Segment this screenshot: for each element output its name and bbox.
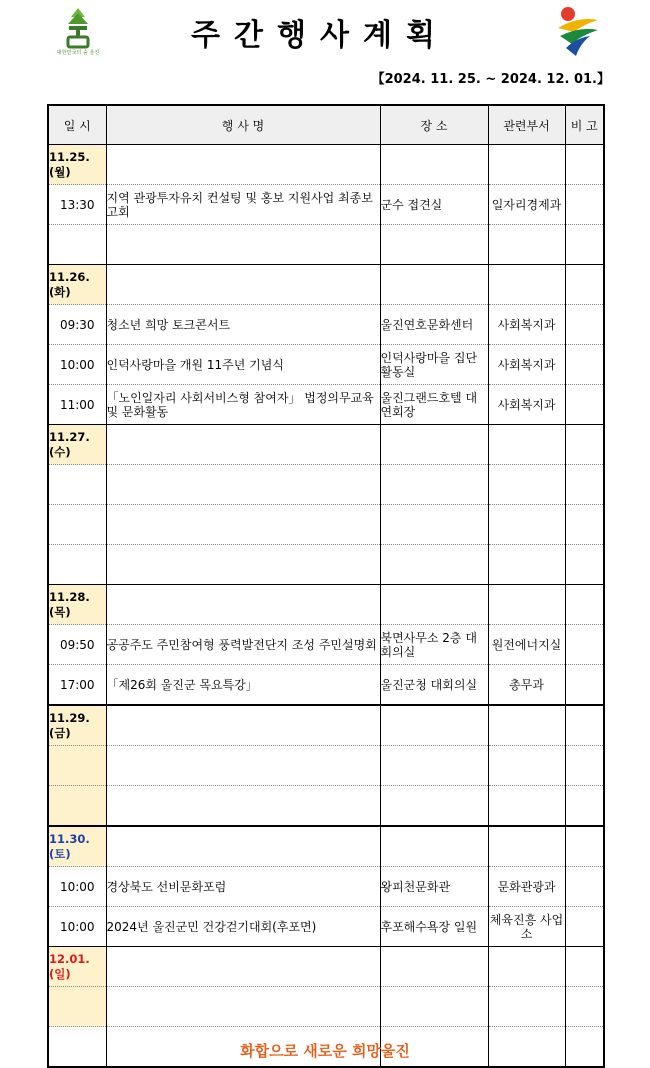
date-row (48, 705, 604, 746)
event-place: 울진그랜드호텔 대연회장 (380, 385, 488, 425)
page-header (0, 0, 650, 100)
event-name: 「노인일자리 사회서비스형 참여자」 법정의무교육 및 문화활동 (106, 385, 380, 425)
event-time: 11:00 (48, 385, 106, 425)
event-place (380, 786, 488, 827)
event-name (106, 786, 380, 827)
event-dept (488, 505, 565, 545)
event-dept: 체육진흥 사업소 (488, 907, 565, 947)
event-note (565, 867, 604, 907)
event-name (106, 465, 380, 505)
event-dept (488, 987, 565, 1027)
date-row (48, 265, 604, 305)
table-row (48, 185, 604, 225)
event-time (48, 225, 106, 265)
weekly-schedule-table (47, 104, 605, 1068)
table-header-row (48, 105, 604, 145)
table-row (48, 665, 604, 706)
event-dept: 원전에너지실 (488, 625, 565, 665)
event-time (48, 746, 106, 786)
event-dept: 사회복지과 (488, 385, 565, 425)
event-time (48, 505, 106, 545)
event-time (48, 465, 106, 505)
date-row (48, 145, 604, 185)
event-time: 09:30 (48, 305, 106, 345)
event-place (380, 987, 488, 1027)
event-note (565, 225, 604, 265)
event-place: 인덕사랑마을 집단활동실 (380, 345, 488, 385)
event-name: 공공주도 주민참여형 풍력발전단지 조성 주민설명회 (106, 625, 380, 665)
event-time: 17:00 (48, 665, 106, 706)
event-place: 후포해수욕장 일원 (380, 907, 488, 947)
event-name (106, 746, 380, 786)
event-note (565, 185, 604, 225)
event-dept: 일자리경제과 (488, 185, 565, 225)
date-label: 11.29.(금) (48, 705, 106, 746)
footer-slogan: 화합으로 새로운 희망울진 (240, 1042, 410, 1060)
date-label: 12.01.(일) (48, 947, 106, 987)
event-note (565, 625, 604, 665)
event-name: 청소년 희망 토크콘서트 (106, 305, 380, 345)
table-row (48, 505, 604, 545)
column-header-note: 비 고 (565, 105, 604, 145)
uljin-forest-logo-icon (50, 6, 106, 58)
event-time: 10:00 (48, 867, 106, 907)
event-time (48, 786, 106, 827)
table-row (48, 385, 604, 425)
table-row (48, 746, 604, 786)
event-note (565, 385, 604, 425)
event-time: 13:30 (48, 185, 106, 225)
event-dept: 사회복지과 (488, 305, 565, 345)
table-row (48, 465, 604, 505)
date-label: 11.26.(화) (48, 265, 106, 305)
event-place: 왕피천문화관 (380, 867, 488, 907)
event-note (565, 505, 604, 545)
event-time: 09:50 (48, 625, 106, 665)
table-row (48, 225, 604, 265)
event-dept (488, 786, 565, 827)
column-header-event: 행 사 명 (106, 105, 380, 145)
date-label: 11.30.(토) (48, 826, 106, 867)
event-name: 인덕사랑마을 개원 11주년 기념식 (106, 345, 380, 385)
column-header-dept: 관련부서 (488, 105, 565, 145)
event-place (380, 225, 488, 265)
event-note (565, 907, 604, 947)
table-row (48, 786, 604, 827)
event-place: 울진연호문화센터 (380, 305, 488, 345)
event-time (48, 987, 106, 1027)
event-name: 2024년 울진군민 건강걷기대회(후포면) (106, 907, 380, 947)
date-label: 11.28.(목) (48, 585, 106, 625)
date-row (48, 826, 604, 867)
event-note (565, 545, 604, 585)
event-note (565, 665, 604, 706)
event-note (565, 987, 604, 1027)
event-dept (488, 465, 565, 505)
event-place (380, 465, 488, 505)
table-row (48, 305, 604, 345)
date-row (48, 425, 604, 465)
date-row (48, 585, 604, 625)
event-name (106, 545, 380, 585)
table-row (48, 345, 604, 385)
date-row (48, 947, 604, 987)
event-name (106, 987, 380, 1027)
page-title: 주간행사계획 (191, 18, 449, 53)
event-name: 「제26회 울진군 목요특강」 (106, 665, 380, 706)
date-label: 11.27.(수) (48, 425, 106, 465)
event-dept: 총무과 (488, 665, 565, 706)
table-row (48, 545, 604, 585)
event-name (106, 225, 380, 265)
event-dept (488, 545, 565, 585)
event-name: 경상북도 선비문화포럼 (106, 867, 380, 907)
event-note (565, 746, 604, 786)
uljin-county-emblem-icon (554, 4, 602, 58)
event-place (380, 746, 488, 786)
logo-motto: 대한민국의 숲 울진 (56, 49, 100, 56)
column-header-place: 장 소 (380, 105, 488, 145)
event-place: 군수 접견실 (380, 185, 488, 225)
table-row (48, 907, 604, 947)
table-row (48, 987, 604, 1027)
table-row (48, 867, 604, 907)
event-place (380, 505, 488, 545)
date-label: 11.25.(월) (48, 145, 106, 185)
event-dept: 문화관광과 (488, 867, 565, 907)
event-time: 10:00 (48, 907, 106, 947)
column-header-datetime: 일 시 (48, 105, 106, 145)
event-note (565, 465, 604, 505)
event-dept: 사회복지과 (488, 345, 565, 385)
event-name: 지역 관광투자유치 컨설팅 및 홍보 지원사업 최종보고회 (106, 185, 380, 225)
event-dept (488, 746, 565, 786)
event-note (565, 786, 604, 827)
event-place: 울진군청 대회의실 (380, 665, 488, 706)
schedule-period: 【2024. 11. 25. ~ 2024. 12. 01.】 (371, 72, 610, 87)
event-note (565, 345, 604, 385)
event-time (48, 545, 106, 585)
event-name (106, 505, 380, 545)
table-row (48, 625, 604, 665)
event-place (380, 545, 488, 585)
event-time: 10:00 (48, 345, 106, 385)
event-place: 북면사무소 2층 대회의실 (380, 625, 488, 665)
event-dept (488, 225, 565, 265)
event-note (565, 305, 604, 345)
